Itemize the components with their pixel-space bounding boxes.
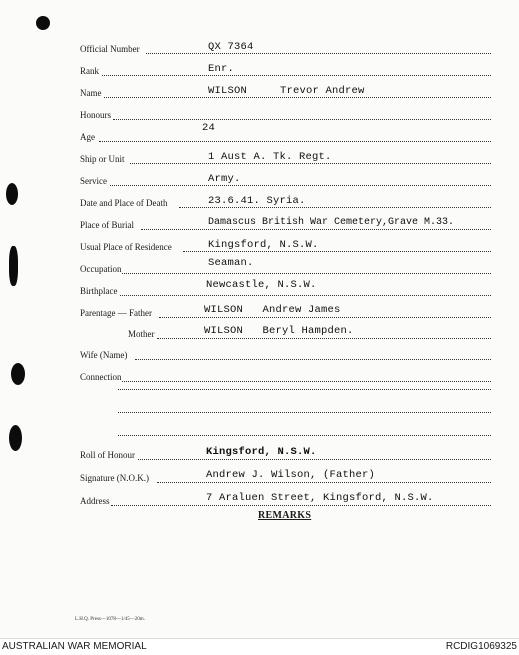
dotted-leader	[157, 338, 491, 339]
dotted-leader	[135, 359, 491, 360]
parentage-father-value: WILSON Andrew James	[204, 304, 341, 316]
row-ship-or-unit	[80, 145, 491, 165]
roll-of-honour-value: Kingsford, N.S.W.	[206, 446, 317, 458]
dotted-leader	[113, 119, 491, 120]
row-signature-nok	[80, 464, 491, 484]
remarks-heading: REMARKS	[258, 510, 312, 521]
name-given-value: Trevor Andrew	[280, 85, 365, 97]
service-value: Army.	[208, 173, 241, 185]
date-place-death-label: Date and Place of Death	[80, 198, 168, 208]
punch-hole-upper	[6, 183, 18, 205]
dotted-leader	[141, 229, 491, 230]
date-place-death-value: 23.6.41. Syria.	[208, 195, 306, 207]
name-label: Name	[80, 88, 102, 98]
punch-hole-middle	[9, 246, 18, 286]
honours-label: Honours	[80, 110, 111, 120]
occupation-value: Seaman.	[208, 257, 254, 269]
usual-residence-value: Kingsford, N.S.W.	[208, 239, 319, 251]
dotted-leader	[159, 317, 491, 318]
row-place-of-burial	[80, 211, 491, 231]
roll-of-honour-label: Roll of Honour	[80, 450, 135, 460]
row-age	[80, 123, 491, 143]
row-roll-of-honour	[80, 441, 491, 461]
rank-value: Enr.	[208, 63, 235, 75]
signature-nok-label: Signature (N.O.K.)	[80, 473, 149, 483]
dotted-leader	[111, 505, 491, 506]
dotted-leader	[179, 207, 491, 208]
dotted-leader	[120, 295, 491, 296]
ship-or-unit-value: 1 Aust A. Tk. Regt.	[208, 151, 332, 163]
place-of-burial-label: Place of Burial	[80, 220, 134, 230]
address-value: 7 Araluen Street, Kingsford, N.S.W.	[206, 492, 434, 504]
dotted-leader	[104, 97, 491, 98]
official-number-label: Official Number	[80, 44, 140, 54]
row-parentage-father	[80, 299, 491, 319]
rank-label: Rank	[80, 66, 99, 76]
mother-value: WILSON Beryl Hampden.	[204, 325, 354, 337]
official-number-value: QX 7364	[208, 41, 254, 53]
age-label: Age	[80, 132, 95, 142]
printer-imprint: L.H.Q. Press—1078—1/45—20m.	[75, 617, 145, 622]
row-connection	[80, 363, 491, 383]
dotted-leader	[130, 163, 491, 164]
dotted-leader	[122, 381, 491, 382]
row-usual-residence	[80, 233, 491, 253]
punch-hole-top	[36, 16, 50, 30]
connection-blank-line-2	[118, 412, 491, 413]
row-name	[80, 79, 491, 99]
row-mother	[80, 320, 491, 340]
record-identifier: RCDIG1069325	[445, 641, 517, 652]
ship-or-unit-label: Ship or Unit	[80, 154, 125, 164]
signature-nok-value: Andrew J. Wilson, (Father)	[206, 469, 376, 481]
row-birthplace	[80, 277, 491, 297]
dotted-leader	[110, 185, 491, 186]
dotted-leader	[146, 53, 491, 54]
punch-hole-bottom	[9, 425, 22, 451]
name-surname-value: WILSON	[208, 85, 248, 97]
dotted-leader	[157, 482, 491, 483]
birthplace-value: Newcastle, N.S.W.	[206, 279, 317, 291]
place-of-burial-value: Damascus British War Cemetery,Grave M.33.	[208, 217, 455, 228]
row-service	[80, 167, 491, 187]
usual-residence-label: Usual Place of Residence	[80, 242, 172, 252]
punch-hole-lower	[11, 363, 25, 385]
dotted-leader	[183, 251, 491, 252]
row-official-number	[80, 35, 491, 55]
dotted-leader	[122, 273, 491, 274]
row-rank	[80, 57, 491, 77]
row-date-place-death	[80, 189, 491, 209]
connection-blank-line-3	[118, 435, 491, 436]
dotted-leader	[99, 141, 491, 142]
row-occupation	[80, 255, 491, 275]
row-address	[80, 487, 491, 507]
connection-blank-line-1	[118, 389, 491, 390]
age-value: 24	[202, 122, 216, 134]
row-wife	[80, 341, 491, 361]
service-label: Service	[80, 176, 107, 186]
address-label: Address	[80, 496, 110, 506]
parentage-father-label: Parentage — Father	[80, 308, 152, 318]
dotted-leader	[102, 75, 491, 76]
archive-footer	[0, 638, 519, 655]
dotted-leader	[138, 459, 491, 460]
mother-label: Mother	[128, 329, 155, 339]
occupation-label: Occupation	[80, 264, 122, 274]
connection-label: Connection	[80, 372, 122, 382]
row-honours	[80, 101, 491, 121]
archive-name: AUSTRALIAN WAR MEMORIAL	[2, 641, 147, 652]
wife-label: Wife (Name)	[80, 350, 128, 360]
birthplace-label: Birthplace	[80, 286, 118, 296]
